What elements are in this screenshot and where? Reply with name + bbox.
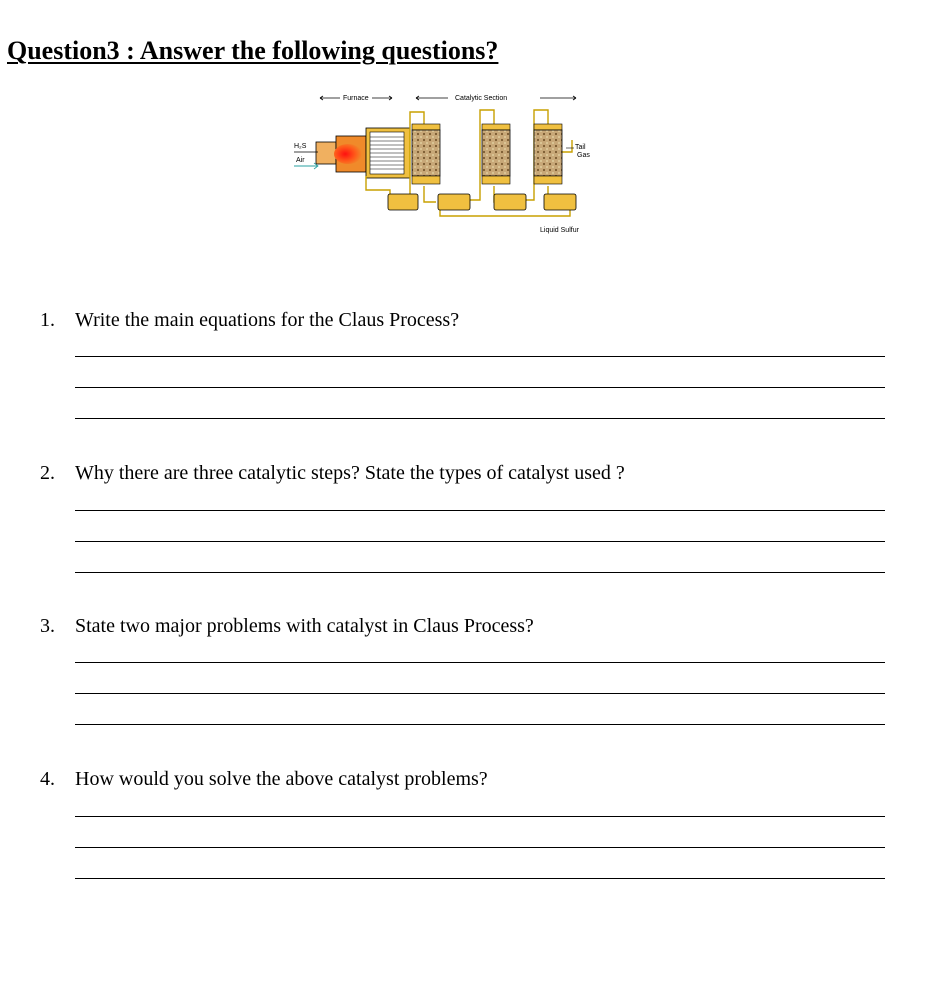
svg-text:Furnace: Furnace <box>343 95 369 102</box>
liquid-sulfur-label: Liquid Sulfur <box>540 227 579 234</box>
claus-process-diagram <box>290 90 612 236</box>
answer-line[interactable] <box>75 662 885 663</box>
answer-line[interactable] <box>75 878 885 879</box>
catalytic-reactor-2 <box>482 124 510 184</box>
tail-gas-label-1: Tail <box>575 144 586 151</box>
question-text: Write the main equations for the Claus Process? <box>75 309 460 331</box>
page-title: Question3 : Answer the following questions? <box>7 36 499 65</box>
furnace <box>316 128 410 178</box>
h2s-label: H₂S <box>294 143 307 150</box>
catalytic-reactor-3 <box>534 124 562 184</box>
svg-text:Catalytic Section: Catalytic Section <box>455 95 508 102</box>
air-label: Air <box>296 157 305 164</box>
furnace-label <box>320 95 392 102</box>
question-number: 1. <box>40 309 55 331</box>
answer-line[interactable] <box>75 572 885 573</box>
answer-line[interactable] <box>75 418 885 419</box>
answer-line[interactable] <box>75 847 885 848</box>
condenser-1 <box>388 194 418 210</box>
answer-line[interactable] <box>75 816 885 817</box>
answer-line[interactable] <box>75 541 885 542</box>
condenser-2 <box>438 194 470 210</box>
catalytic-section-label <box>416 95 576 102</box>
question-text: Why there are three catalytic steps? State the types of catalyst used ? <box>75 462 625 484</box>
question-number: 2. <box>40 462 55 484</box>
answer-line[interactable] <box>75 387 885 388</box>
question-text: State two major problems with catalyst in Claus Process? <box>75 615 534 637</box>
question-number: 4. <box>40 768 55 790</box>
question-number: 3. <box>40 615 55 637</box>
condenser-3 <box>494 194 526 210</box>
answer-line[interactable] <box>75 356 885 357</box>
condenser-4 <box>544 194 576 210</box>
tail-gas-label-2: Gas <box>577 152 590 159</box>
question-text: How would you solve the above catalyst problems? <box>75 768 488 790</box>
catalytic-reactor-1 <box>412 124 440 184</box>
answer-line[interactable] <box>75 693 885 694</box>
answer-line[interactable] <box>75 724 885 725</box>
answer-line[interactable] <box>75 510 885 511</box>
